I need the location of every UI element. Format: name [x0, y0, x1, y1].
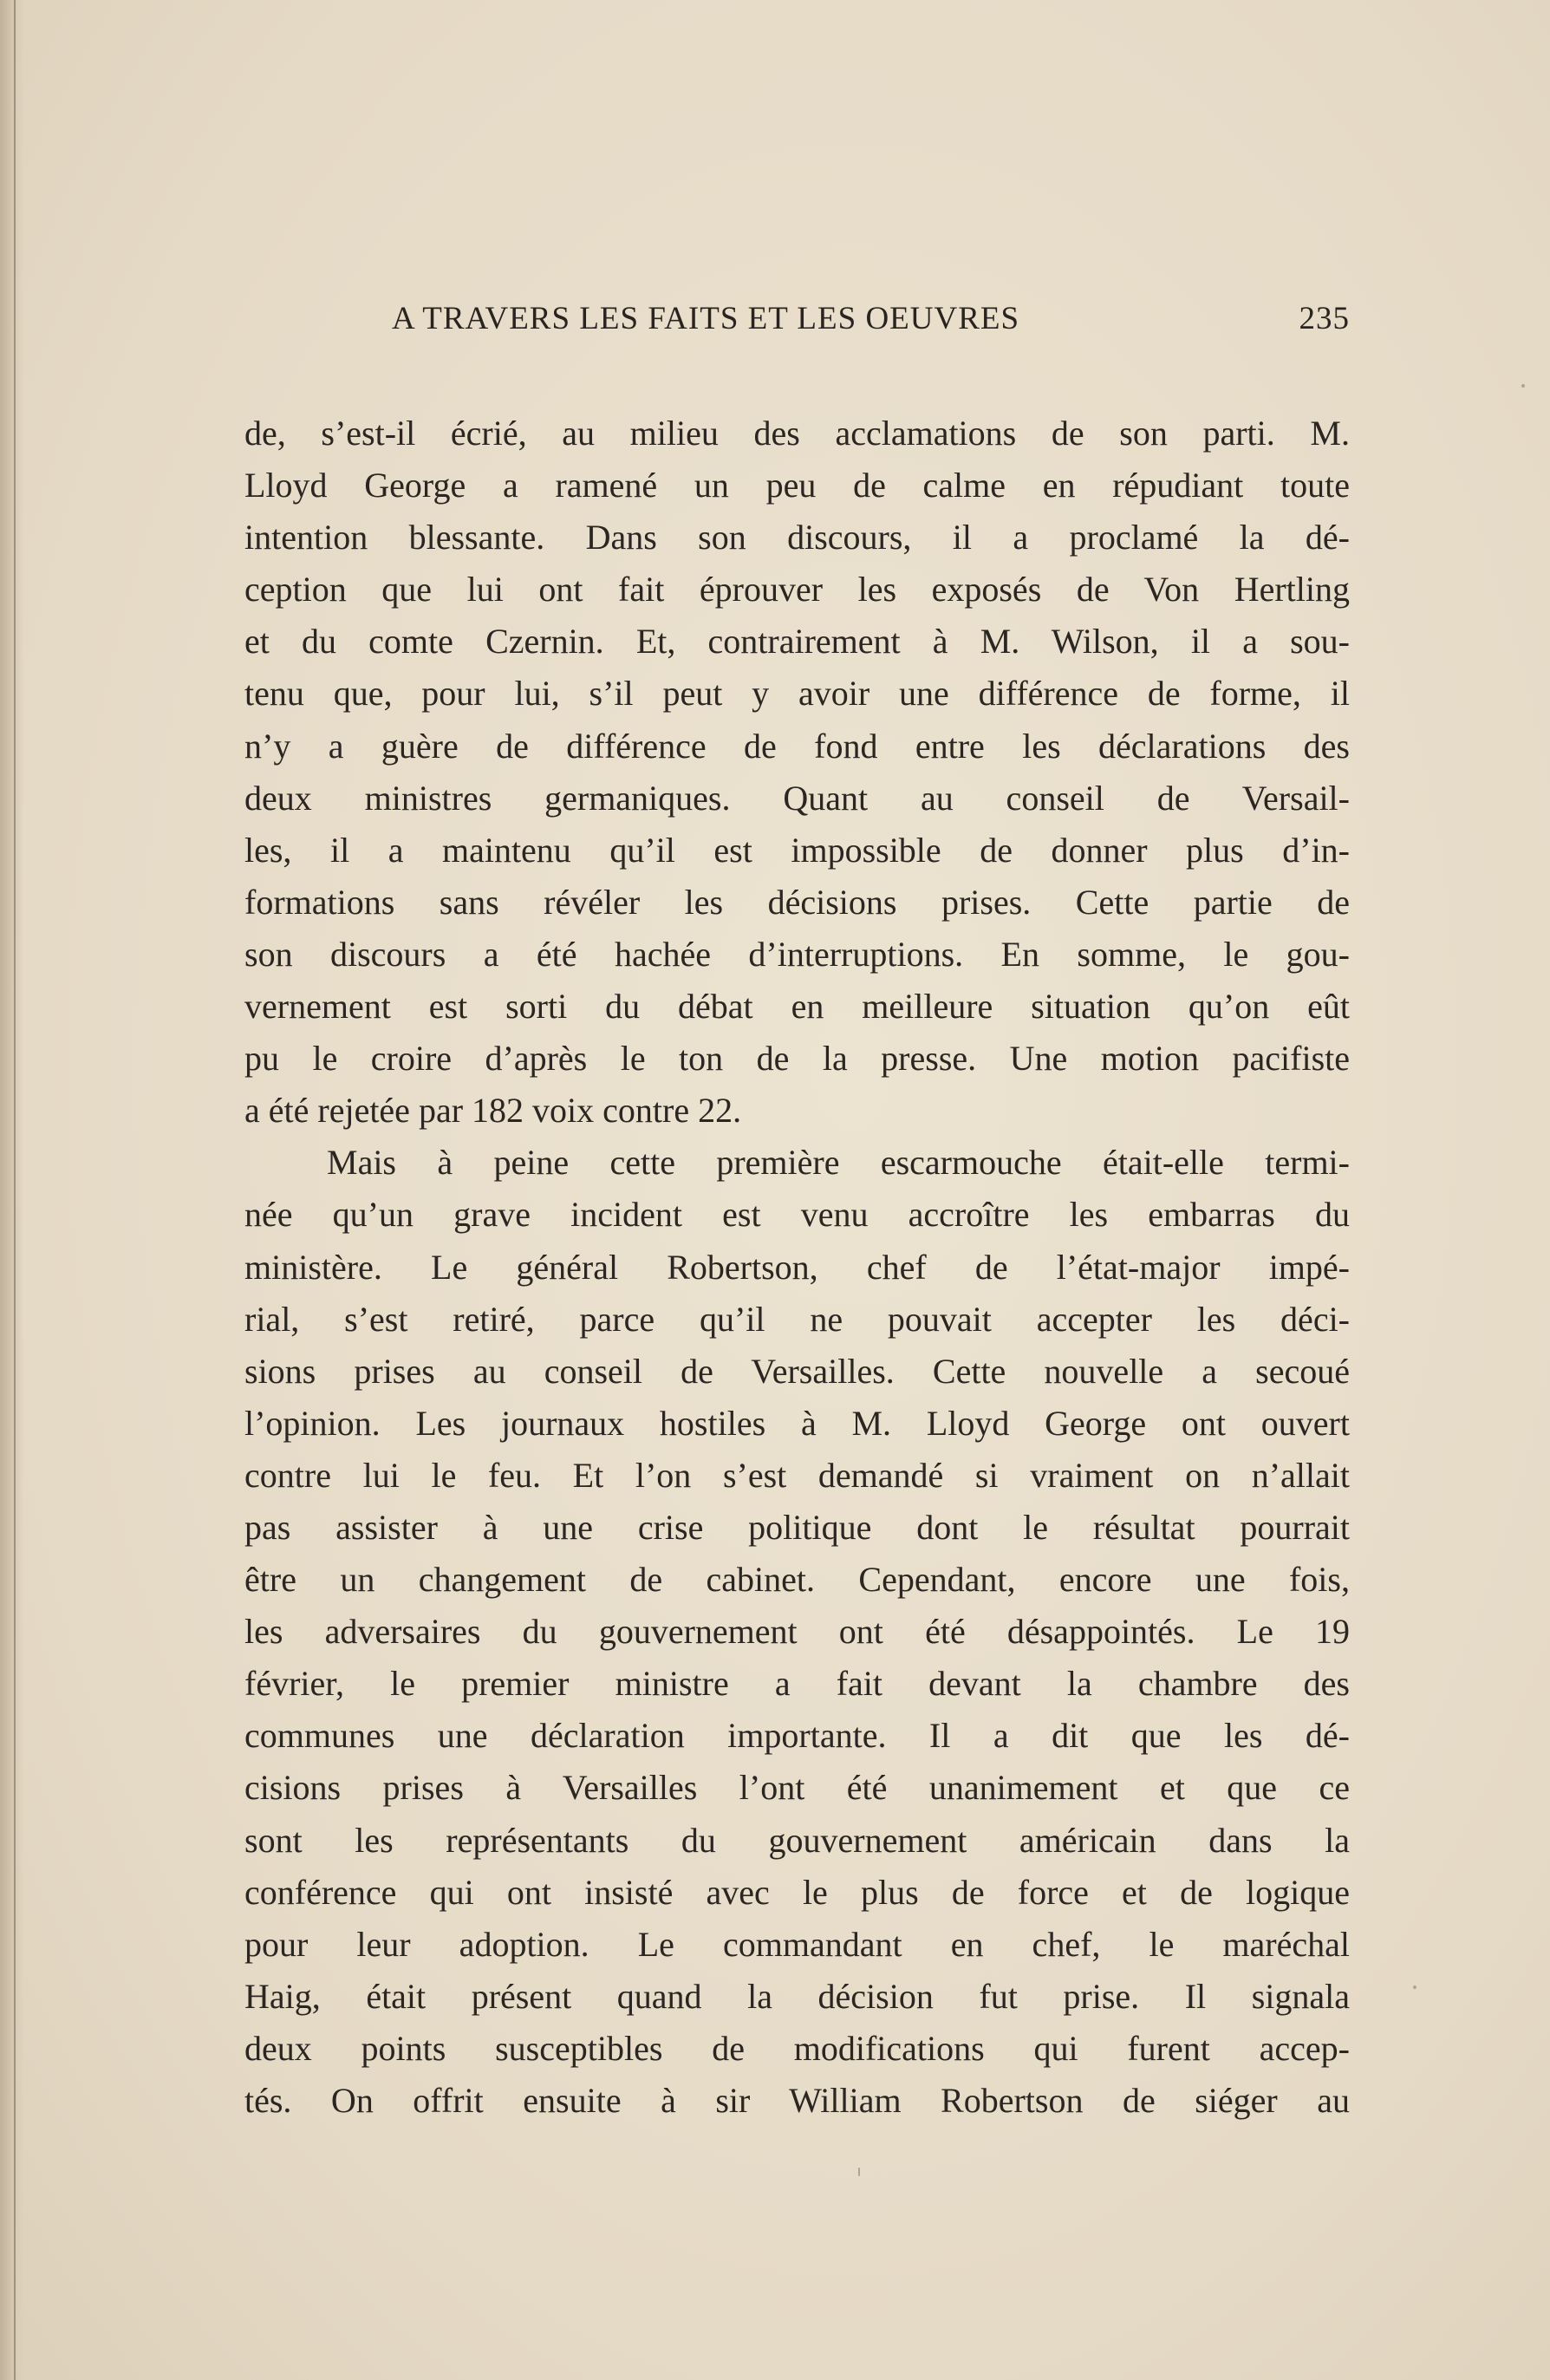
text-line: vernement est sorti du débat en meilleure situation qu’on eût	[244, 987, 1350, 1027]
text-line: pour leur adoption. Le commandant en chef, le maréchal	[244, 1924, 1350, 1964]
page-number: 235	[1299, 301, 1350, 336]
text-line: pas assister à une crise politique dont le résultat pourrait	[244, 1507, 1350, 1547]
text-line: ministère. Le général Robertson, chef de l’état-major impé-	[244, 1247, 1350, 1287]
text-line: intention blessante. Dans son discours, il a proclamé la dé-	[244, 518, 1350, 558]
text-line: deux ministres germaniques. Quant au conseil de Versail-	[244, 778, 1350, 818]
text-line: Lloyd George a ramené un peu de calme en répudiant toute	[244, 466, 1350, 505]
text-line: ception que lui ont fait éprouver les exposés de Von Hertling	[244, 570, 1350, 610]
text-line: deux points susceptibles de modifications qui furent accep-	[244, 2028, 1350, 2068]
text-line: être un changement de cabinet. Cependant, encore une fois,	[244, 1560, 1350, 1600]
text-line: sions prises au conseil de Versailles. Cette nouvelle a secoué	[244, 1351, 1350, 1391]
text-line: n’y a guère de différence de fond entre les déclarations des	[244, 726, 1350, 766]
text-line: pu le croire d’après le ton de la presse. Une motion pacifiste	[244, 1039, 1350, 1079]
text-line: contre lui le feu. Et l’on s’est demandé si vraiment on n’allait	[244, 1455, 1350, 1495]
text-line: sont les représentants du gouvernement américain dans la	[244, 1820, 1350, 1860]
text-line: tenu que, pour lui, s’il peut y avoir une différence de forme, il	[244, 674, 1350, 714]
text-line: Haig, était présent quand la décision fut prise. Il signala	[244, 1976, 1350, 2016]
text-line: conférence qui ont insisté avec le plus de force et de logique	[244, 1872, 1350, 1912]
body-text	[244, 408, 1350, 2127]
paper-speck	[1521, 384, 1525, 388]
text-line: les, il a maintenu qu’il est impossible de donner plus d’in-	[244, 830, 1350, 870]
text-line: de, s’est-il écrié, au milieu des acclamations de son parti. M.	[244, 414, 1350, 453]
text-line: formations sans révéler les décisions prises. Cette partie de	[244, 882, 1350, 922]
text-line: son discours a été hachée d’interruptions. En somme, le gou-	[244, 934, 1350, 974]
text-line: Mais à peine cette première escarmouche était-elle termi-	[327, 1143, 1350, 1183]
text-line: et du comte Czernin. Et, contrairement à M. Wilson, il a sou-	[244, 622, 1350, 662]
running-title: A TRAVERS LES FAITS ET LES OEUVRES	[392, 301, 1020, 336]
text-line: tés. On offrit ensuite à sir William Robertson de siéger au	[244, 2081, 1350, 2120]
paper-speck	[1413, 1986, 1416, 1989]
spine-edge	[14, 0, 16, 2380]
running-head	[244, 300, 1350, 345]
text-line: communes une déclaration importante. Il a dit que les dé-	[244, 1716, 1350, 1756]
text-line: les adversaires du gouvernement ont été désappointés. Le 19	[244, 1612, 1350, 1652]
text-line: rial, s’est retiré, parce qu’il ne pouvait accepter les déci-	[244, 1299, 1350, 1339]
text-line: l’opinion. Les journaux hostiles à M. Lloyd George ont ouvert	[244, 1403, 1350, 1443]
text-line: février, le premier ministre a fait devant la chambre des	[244, 1664, 1350, 1704]
spine-shadow	[0, 0, 24, 2380]
text-line: a été rejetée par 182 voix contre 22.	[244, 1091, 742, 1131]
text-line: cisions prises à Versailles l’ont été unanimement et que ce	[244, 1768, 1350, 1808]
text-line: née qu’un grave incident est venu accroître les embarras du	[244, 1195, 1350, 1235]
paper-speck	[858, 2168, 860, 2176]
